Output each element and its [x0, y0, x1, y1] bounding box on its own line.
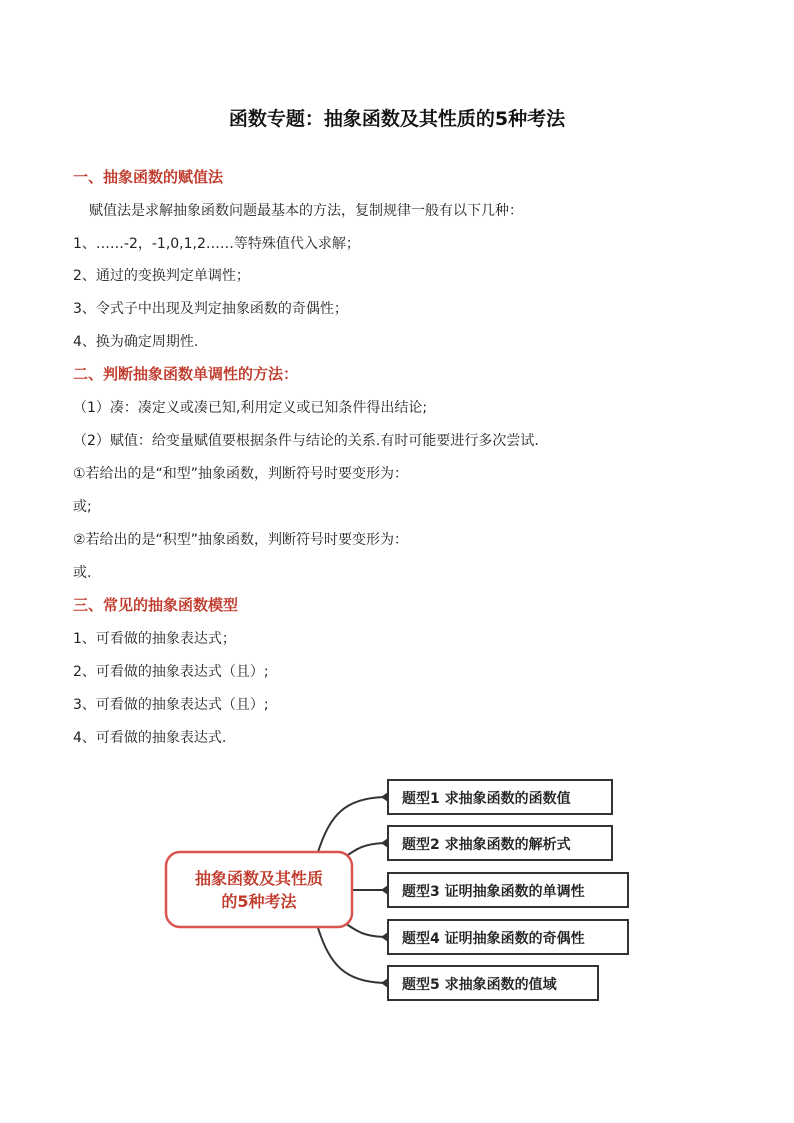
section3-item: 2、可看做的抽象表达式（且）; — [73, 664, 269, 680]
mindmap-box-label: 题型2 求抽象函数的解析式 — [402, 837, 571, 853]
page-title: 函数专题：抽象函数及其性质的5种考法 — [228, 108, 566, 130]
mindmap-box-label: 题型1 求抽象函数的函数值 — [402, 791, 571, 807]
center-title-line2: 的5种考法 — [221, 892, 297, 911]
section2-item: 或; — [73, 499, 92, 515]
arrow-2 — [381, 838, 388, 848]
section2-item: 或. — [73, 565, 92, 581]
section3-item: 3、可看做的抽象表达式（且）; — [73, 697, 269, 713]
mindmap-arrows — [381, 792, 388, 988]
arrow-3 — [381, 885, 388, 895]
section1-item: 2、通过的变换判定单调性； — [73, 268, 250, 284]
section2-item: ①若给出的是“和型”抽象函数，判断符号时要变形为： — [73, 466, 409, 482]
section1-heading: 一、抽象函数的赋值法 — [73, 168, 224, 186]
arrow-5 — [381, 978, 388, 988]
section1-item: 3、令式子中出现及判定抽象函数的奇偶性； — [73, 301, 348, 317]
section2-item: （2）赋值：给变量赋值要根据条件与结论的关系.有时可能要进行多次尝试. — [73, 433, 539, 449]
mindmap-box-label: 题型3 证明抽象函数的单调性 — [402, 884, 585, 900]
section2-item: （1）凑：凑定义或凑已知,利用定义或已知条件得出结论; — [73, 400, 428, 416]
section3-item: 1、可看做的抽象表达式； — [73, 631, 236, 647]
section1-item: 4、换为确定周期性. — [73, 334, 199, 350]
mindmap-box-label: 题型4 证明抽象函数的奇偶性 — [402, 931, 585, 947]
mindmap-box-label: 题型5 求抽象函数的值域 — [402, 977, 557, 993]
section3-heading: 三、常见的抽象函数模型 — [73, 596, 239, 614]
section1-intro: 赋值法是求解抽象函数问题最基本的方法，复制规律一般有以下几种： — [89, 203, 523, 219]
arrow-1 — [381, 792, 388, 802]
section2-heading: 二、判断抽象函数单调性的方法： — [73, 365, 299, 383]
section2-item: ②若给出的是“积型”抽象函数，判断符号时要变形为： — [73, 532, 409, 548]
section3-item: 4、可看做的抽象表达式. — [73, 730, 227, 746]
section1-item: 1、……-2，-1,0,1,2……等特殊值代入求解； — [73, 236, 360, 252]
mindmap-center-node — [166, 852, 352, 927]
center-title-line1: 抽象函数及其性质 — [194, 869, 324, 888]
arrow-4 — [381, 932, 388, 942]
